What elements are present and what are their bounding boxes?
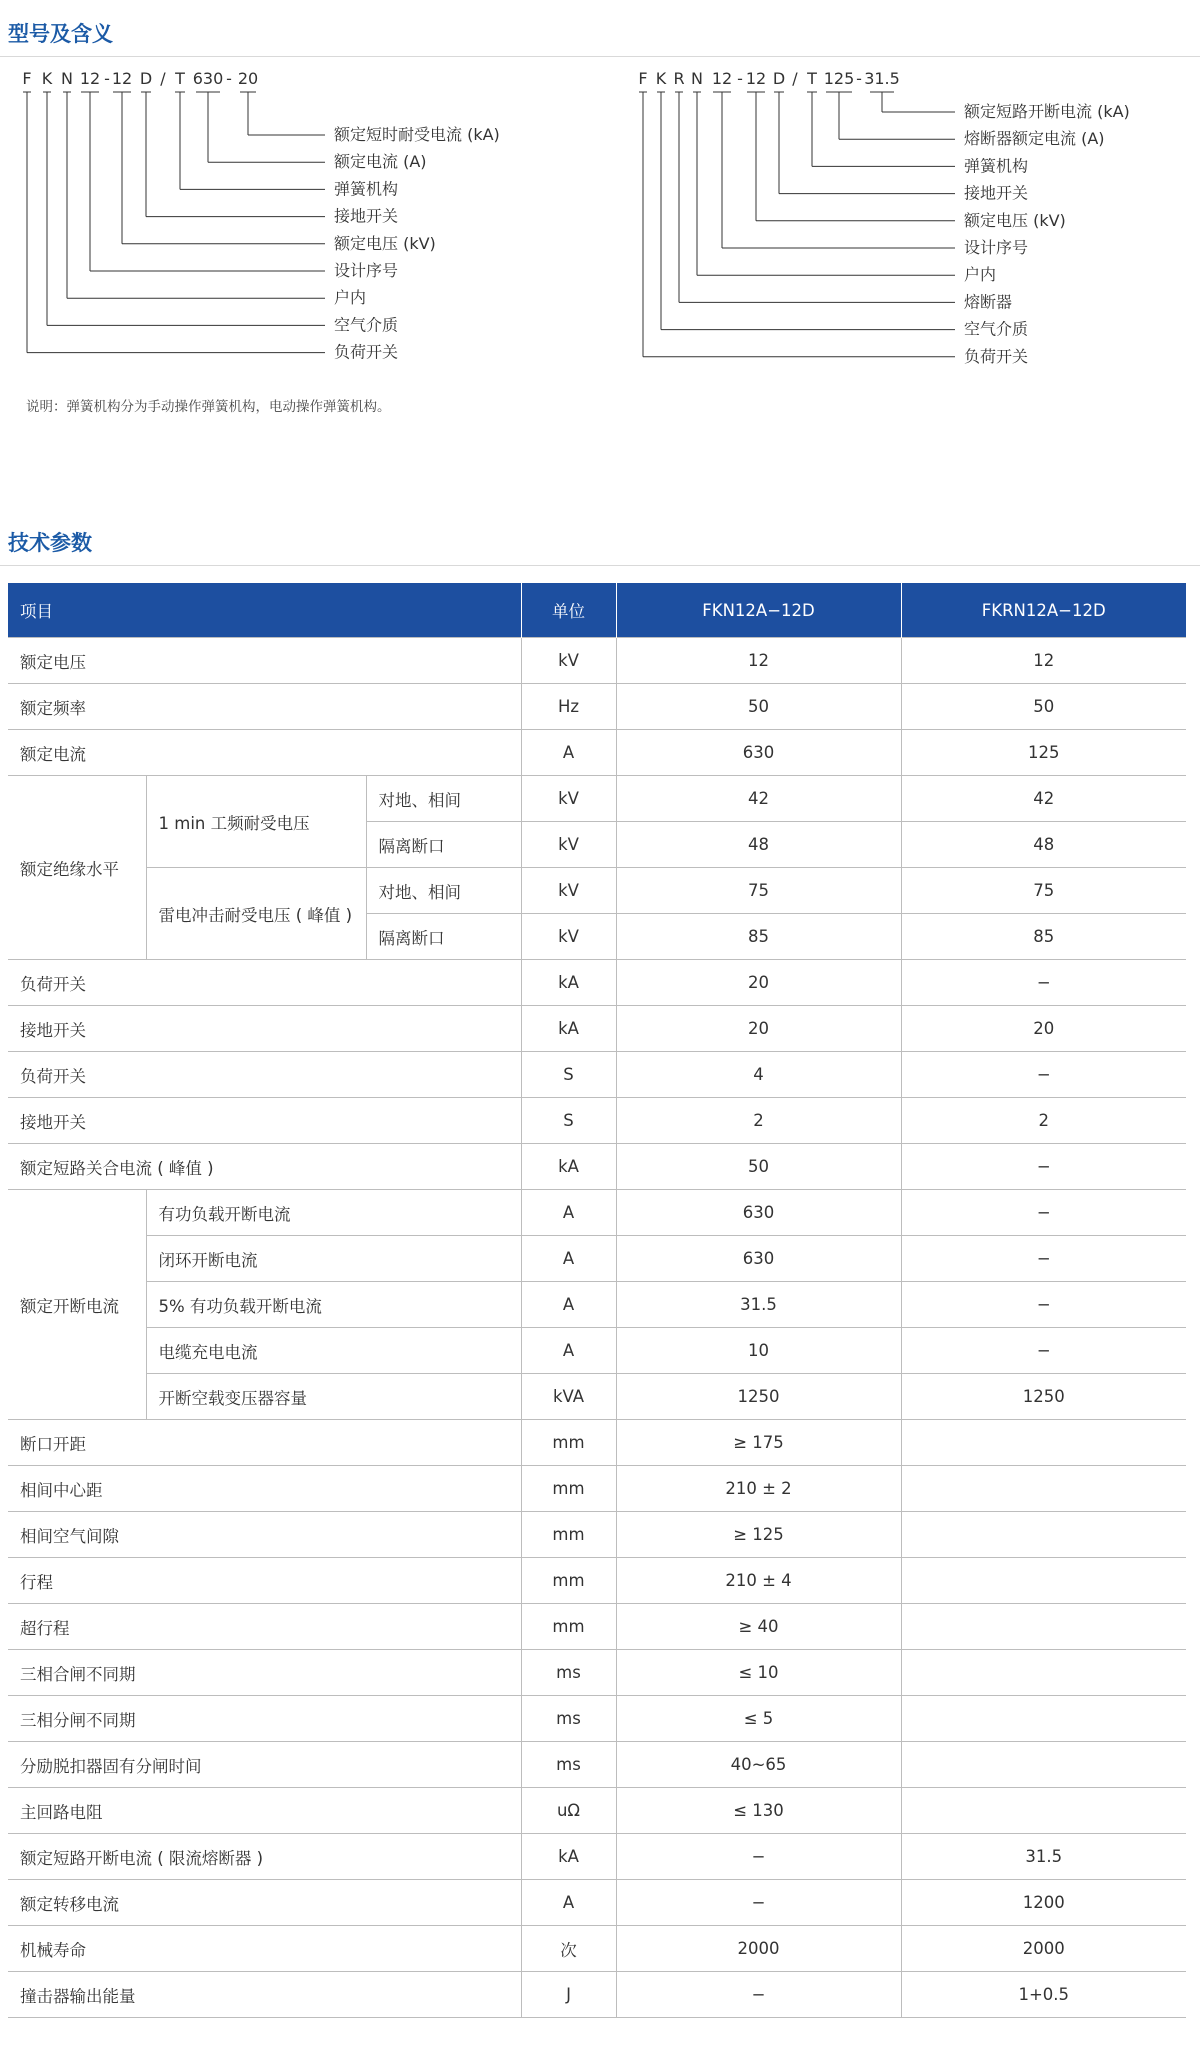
model-meaning: 熔断器额定电流 (A) bbox=[964, 129, 1105, 149]
model-code-char: N bbox=[691, 69, 703, 88]
unit-cell: A bbox=[521, 1328, 616, 1374]
fkrn-value: − bbox=[901, 1328, 1186, 1374]
table-row bbox=[8, 1144, 1186, 1190]
param-name: 闭环开断电流 bbox=[146, 1236, 521, 1282]
table-row bbox=[8, 1742, 1186, 1788]
fkn-value: ≥ 125 bbox=[616, 1512, 901, 1558]
model-code-char: T bbox=[807, 69, 817, 88]
model-code-char: K bbox=[41, 69, 53, 88]
unit-cell: 次 bbox=[521, 1926, 616, 1972]
fkn-value: 630 bbox=[616, 1236, 901, 1282]
unit-cell: kVA bbox=[521, 1374, 616, 1420]
unit-cell: uΩ bbox=[521, 1788, 616, 1834]
table-row bbox=[8, 1098, 1186, 1144]
fkn-value: 40~65 bbox=[616, 1742, 901, 1788]
param-name: 负荷开关 bbox=[8, 1052, 521, 1098]
fkn-value: 48 bbox=[616, 822, 901, 868]
unit-cell: mm bbox=[521, 1466, 616, 1512]
model-meaning: 负荷开关 bbox=[964, 346, 1029, 366]
fkrn-value bbox=[901, 1604, 1186, 1650]
fkrn-value: 1+0.5 bbox=[901, 1972, 1186, 2018]
unit-cell: kV bbox=[521, 822, 616, 868]
model-code-char: - bbox=[856, 69, 862, 88]
unit-cell: kV bbox=[521, 868, 616, 914]
header-fkrn: FKRN12A−12D bbox=[901, 583, 1186, 638]
fkrn-value: 1250 bbox=[901, 1374, 1186, 1420]
model-code-char: F bbox=[638, 69, 648, 88]
model-meaning: 额定电压 (kV) bbox=[964, 210, 1066, 230]
unit-cell: kV bbox=[521, 776, 616, 822]
fkrn-value: 42 bbox=[901, 776, 1186, 822]
table-row bbox=[8, 1788, 1186, 1834]
model-meaning: 户内 bbox=[334, 288, 367, 308]
table-row bbox=[8, 1880, 1186, 1926]
param-group-name: 额定开断电流 bbox=[8, 1190, 146, 1420]
model-code-char: K bbox=[655, 69, 667, 88]
model-code-char: - bbox=[104, 69, 110, 88]
fkrn-value bbox=[901, 1788, 1186, 1834]
unit-cell: S bbox=[521, 1098, 616, 1144]
fkn-value: 31.5 bbox=[616, 1282, 901, 1328]
model-code-char: R bbox=[673, 69, 685, 88]
fkrn-value: 75 bbox=[901, 868, 1186, 914]
fkn-value: 2000 bbox=[616, 1926, 901, 1972]
table-row bbox=[8, 638, 1186, 684]
param-name: 相间空气间隙 bbox=[8, 1512, 521, 1558]
param-subgroup-name: 雷电冲击耐受电压 ( 峰值 ) bbox=[146, 868, 366, 960]
param-name: 超行程 bbox=[8, 1604, 521, 1650]
model-code-diagram bbox=[0, 60, 1200, 390]
table-row bbox=[8, 960, 1186, 1006]
model-code-char: 125 bbox=[823, 69, 855, 88]
model-code-char: D bbox=[772, 69, 786, 88]
param-name: 有功负载开断电流 bbox=[146, 1190, 521, 1236]
param-name: 电缆充电电流 bbox=[146, 1328, 521, 1374]
model-code-char: F bbox=[22, 69, 32, 88]
model-code-char: 12 bbox=[79, 69, 101, 88]
param-name: 三相分闸不同期 bbox=[8, 1696, 521, 1742]
fkn-value: 50 bbox=[616, 684, 901, 730]
table-header-row bbox=[8, 583, 1186, 638]
model-meaning: 额定短时耐受电流 (kA) bbox=[334, 125, 500, 144]
fkrn-value: − bbox=[901, 960, 1186, 1006]
fkn-value: − bbox=[616, 1972, 901, 2018]
table-row bbox=[8, 1650, 1186, 1696]
spec-table bbox=[8, 583, 1186, 2018]
unit-cell: A bbox=[521, 1880, 616, 1926]
header-fkn: FKN12A−12D bbox=[616, 583, 901, 638]
model-code-char: 630 bbox=[192, 69, 224, 88]
param-name: 开断空载变压器容量 bbox=[146, 1374, 521, 1420]
unit-cell: kA bbox=[521, 1006, 616, 1052]
unit-cell: mm bbox=[521, 1558, 616, 1604]
fkrn-value: 20 bbox=[901, 1006, 1186, 1052]
model-code-char: 12 bbox=[745, 69, 767, 88]
fkrn-value: 48 bbox=[901, 822, 1186, 868]
fkn-value: 1250 bbox=[616, 1374, 901, 1420]
model-code-char: D bbox=[139, 69, 153, 88]
unit-cell: kA bbox=[521, 1144, 616, 1190]
unit-cell: ms bbox=[521, 1742, 616, 1788]
fkn-value: 12 bbox=[616, 638, 901, 684]
table-row bbox=[8, 730, 1186, 776]
table-row bbox=[8, 684, 1186, 730]
fkn-value: 630 bbox=[616, 730, 901, 776]
fkn-value: 210 ± 4 bbox=[616, 1558, 901, 1604]
unit-cell: A bbox=[521, 1236, 616, 1282]
table-row bbox=[8, 1052, 1186, 1098]
param-name: 负荷开关 bbox=[8, 960, 521, 1006]
param-name: 对地、相间 bbox=[366, 776, 521, 822]
fkrn-value: 2000 bbox=[901, 1926, 1186, 1972]
param-subgroup-name: 1 min 工频耐受电压 bbox=[146, 776, 366, 868]
model-code-char: T bbox=[175, 69, 185, 88]
unit-cell: A bbox=[521, 1190, 616, 1236]
fkn-value: 2 bbox=[616, 1098, 901, 1144]
table-row bbox=[8, 1328, 1186, 1374]
fkn-value: 630 bbox=[616, 1190, 901, 1236]
unit-cell: kV bbox=[521, 914, 616, 960]
fkrn-value bbox=[901, 1696, 1186, 1742]
model-code-char: / bbox=[160, 69, 166, 88]
fkrn-value: − bbox=[901, 1052, 1186, 1098]
fkn-value: 210 ± 2 bbox=[616, 1466, 901, 1512]
table-row bbox=[8, 868, 1186, 914]
param-name: 额定转移电流 bbox=[8, 1880, 521, 1926]
table-row bbox=[8, 776, 1186, 822]
unit-cell: mm bbox=[521, 1604, 616, 1650]
fkrn-value bbox=[901, 1420, 1186, 1466]
param-name: 5% 有功负载开断电流 bbox=[146, 1282, 521, 1328]
model-code-char: - bbox=[226, 69, 232, 88]
table-row bbox=[8, 1834, 1186, 1880]
model-meaning: 设计序号 bbox=[334, 261, 399, 280]
param-name: 断口开距 bbox=[8, 1420, 521, 1466]
param-name: 相间中心距 bbox=[8, 1466, 521, 1512]
fkn-value: 42 bbox=[616, 776, 901, 822]
param-name: 额定短路开断电流 ( 限流熔断器 ) bbox=[8, 1834, 521, 1880]
model-meaning: 接地开关 bbox=[964, 183, 1029, 203]
fkn-value: ≤ 10 bbox=[616, 1650, 901, 1696]
model-meaning: 空气介质 bbox=[964, 319, 1029, 339]
divider bbox=[0, 56, 1200, 57]
table-row bbox=[8, 1512, 1186, 1558]
fkrn-value: 2 bbox=[901, 1098, 1186, 1144]
fkrn-value bbox=[901, 1650, 1186, 1696]
param-name: 额定短路关合电流 ( 峰值 ) bbox=[8, 1144, 521, 1190]
param-name: 三相合闸不同期 bbox=[8, 1650, 521, 1696]
param-name: 隔离断口 bbox=[366, 914, 521, 960]
fkn-value: 4 bbox=[616, 1052, 901, 1098]
fkrn-value bbox=[901, 1466, 1186, 1512]
table-row bbox=[8, 1466, 1186, 1512]
fkrn-value: 1200 bbox=[901, 1880, 1186, 1926]
fkrn-value: 12 bbox=[901, 638, 1186, 684]
model-meaning: 户内 bbox=[964, 265, 997, 285]
fkrn-value: − bbox=[901, 1190, 1186, 1236]
param-name: 对地、相间 bbox=[366, 868, 521, 914]
param-name: 额定频率 bbox=[8, 684, 521, 730]
unit-cell: kA bbox=[521, 960, 616, 1006]
model-meaning: 设计序号 bbox=[964, 238, 1029, 257]
section-title-spec: 技术参数 bbox=[8, 531, 92, 555]
model-code-char: / bbox=[792, 69, 798, 88]
table-row bbox=[8, 1190, 1186, 1236]
param-name: 行程 bbox=[8, 1558, 521, 1604]
param-name: 主回路电阻 bbox=[8, 1788, 521, 1834]
fkn-value: ≥ 175 bbox=[616, 1420, 901, 1466]
divider bbox=[0, 565, 1200, 566]
model-code-char: 20 bbox=[237, 69, 259, 88]
param-name: 撞击器输出能量 bbox=[8, 1972, 521, 2018]
table-row bbox=[8, 1926, 1186, 1972]
header-item: 项目 bbox=[8, 583, 521, 638]
model-code-char: - bbox=[737, 69, 743, 88]
param-group-name: 额定绝缘水平 bbox=[8, 776, 146, 960]
fkn-value: 50 bbox=[616, 1144, 901, 1190]
param-name: 机械寿命 bbox=[8, 1926, 521, 1972]
fkrn-value bbox=[901, 1512, 1186, 1558]
fkn-value: ≥ 40 bbox=[616, 1604, 901, 1650]
fkrn-value: 125 bbox=[901, 730, 1186, 776]
fkrn-value: − bbox=[901, 1144, 1186, 1190]
fkrn-value: 31.5 bbox=[901, 1834, 1186, 1880]
section-title-model: 型号及含义 bbox=[8, 22, 113, 46]
unit-cell: kV bbox=[521, 638, 616, 684]
unit-cell: mm bbox=[521, 1512, 616, 1558]
unit-cell: A bbox=[521, 730, 616, 776]
unit-cell: mm bbox=[521, 1420, 616, 1466]
table-row bbox=[8, 1374, 1186, 1420]
unit-cell: A bbox=[521, 1282, 616, 1328]
fkn-value: ≤ 130 bbox=[616, 1788, 901, 1834]
model-meaning: 接地开关 bbox=[334, 206, 399, 226]
table-row bbox=[8, 1604, 1186, 1650]
fkrn-value: 85 bbox=[901, 914, 1186, 960]
table-row bbox=[8, 1006, 1186, 1052]
model-code-char: 31.5 bbox=[864, 69, 900, 88]
header-unit: 单位 bbox=[521, 583, 616, 638]
unit-cell: ms bbox=[521, 1650, 616, 1696]
table-row bbox=[8, 1282, 1186, 1328]
param-name: 额定电压 bbox=[8, 638, 521, 684]
model-meaning: 空气介质 bbox=[334, 315, 399, 335]
fkn-value: ≤ 5 bbox=[616, 1696, 901, 1742]
fkn-value: − bbox=[616, 1880, 901, 1926]
param-name: 隔离断口 bbox=[366, 822, 521, 868]
model-meaning: 熔断器 bbox=[964, 292, 1013, 312]
fkn-value: − bbox=[616, 1834, 901, 1880]
model-meaning: 负荷开关 bbox=[334, 342, 399, 362]
table-row bbox=[8, 1972, 1186, 2018]
fkrn-value bbox=[901, 1558, 1186, 1604]
model-meaning: 额定短路开断电流 (kA) bbox=[964, 102, 1130, 121]
param-name: 额定电流 bbox=[8, 730, 521, 776]
unit-cell: J bbox=[521, 1972, 616, 2018]
table-row bbox=[8, 1236, 1186, 1282]
fkrn-value: 50 bbox=[901, 684, 1186, 730]
fkrn-value: − bbox=[901, 1236, 1186, 1282]
param-name: 分励脱扣器固有分闸时间 bbox=[8, 1742, 521, 1788]
fkn-value: 20 bbox=[616, 1006, 901, 1052]
unit-cell: kA bbox=[521, 1834, 616, 1880]
fkrn-value bbox=[901, 1742, 1186, 1788]
fkn-value: 10 bbox=[616, 1328, 901, 1374]
model-code-char: 12 bbox=[111, 69, 133, 88]
table-row bbox=[8, 1696, 1186, 1742]
fkn-value: 85 bbox=[616, 914, 901, 960]
model-code-char: N bbox=[61, 69, 73, 88]
model-meaning: 额定电压 (kV) bbox=[334, 233, 436, 253]
param-name: 接地开关 bbox=[8, 1098, 521, 1144]
unit-cell: ms bbox=[521, 1696, 616, 1742]
unit-cell: S bbox=[521, 1052, 616, 1098]
model-meaning: 弹簧机构 bbox=[964, 156, 1029, 176]
param-name: 接地开关 bbox=[8, 1006, 521, 1052]
fkn-value: 75 bbox=[616, 868, 901, 914]
model-meaning: 弹簧机构 bbox=[334, 179, 399, 199]
fkn-value: 20 bbox=[616, 960, 901, 1006]
table-row bbox=[8, 1558, 1186, 1604]
note-text: 说明：弹簧机构分为手动操作弹簧机构，电动操作弹簧机构。 bbox=[26, 399, 391, 415]
model-code-char: 12 bbox=[711, 69, 733, 88]
unit-cell: Hz bbox=[521, 684, 616, 730]
fkrn-value: − bbox=[901, 1282, 1186, 1328]
table-row bbox=[8, 1420, 1186, 1466]
model-meaning: 额定电流 (A) bbox=[334, 152, 427, 172]
